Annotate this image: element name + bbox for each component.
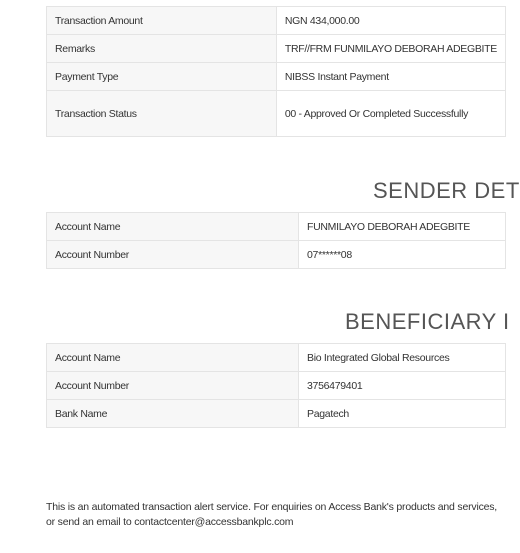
row-value: NGN 434,000.00 [276, 7, 505, 35]
row-value: 3756479401 [299, 372, 506, 400]
footer-notice [46, 500, 506, 530]
table-row [47, 213, 506, 241]
row-label: Account Number [47, 241, 299, 269]
row-label: Account Number [47, 372, 299, 400]
table-row [47, 91, 506, 137]
row-value: Bio Integrated Global Resources [299, 344, 506, 372]
row-value: TRF//FRM FUNMILAYO DEBORAH ADEGBITE [276, 35, 505, 63]
row-value: 00 - Approved Or Completed Successfully [276, 91, 505, 137]
table-row [47, 372, 506, 400]
table-row [47, 35, 506, 63]
transaction-details-table [46, 6, 506, 137]
footer-line: This is an automated transaction alert service. For enquiries on Access Bank's products and services, [46, 501, 498, 513]
row-value: NIBSS Instant Payment [276, 63, 505, 91]
row-value: 07******08 [299, 241, 506, 269]
sender-details-heading: SENDER DET [373, 178, 520, 203]
beneficiary-details-heading: BENEFICIARY I [345, 309, 510, 334]
row-label: Remarks [47, 35, 277, 63]
row-label: Payment Type [47, 63, 277, 91]
footer-line: or send an email to contactcenter@accessbankplc.com [46, 516, 294, 528]
row-label: Account Name [47, 344, 299, 372]
table-row [47, 344, 506, 372]
table-row [47, 7, 506, 35]
row-value: Pagatech [299, 400, 506, 428]
row-label: Account Name [47, 213, 299, 241]
beneficiary-details-table [46, 343, 506, 428]
table-row [47, 400, 506, 428]
row-label: Bank Name [47, 400, 299, 428]
row-label: Transaction Amount [47, 7, 277, 35]
sender-details-table [46, 212, 506, 269]
row-label: Transaction Status [47, 91, 277, 137]
row-value: FUNMILAYO DEBORAH ADEGBITE [299, 213, 506, 241]
table-row [47, 241, 506, 269]
table-row [47, 63, 506, 91]
